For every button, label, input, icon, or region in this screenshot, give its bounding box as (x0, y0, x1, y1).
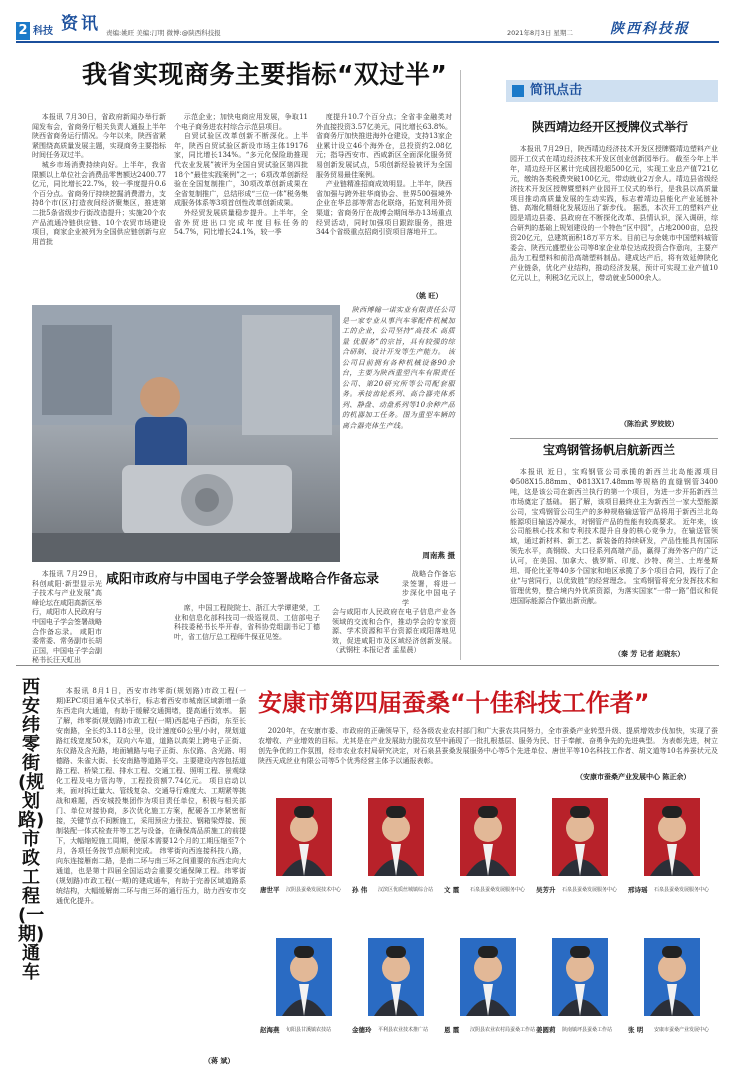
person-organization: 旬阳县甘溪镇农技站 (286, 1027, 332, 1033)
person-portrait (644, 798, 700, 876)
xianyang-right-text-a: 战略合作备忘录签署，将进一步深化中国电子学 (402, 570, 456, 607)
baoji-text: 本报讯 近日，宝鸡钢管公司承揽的新西兰北岛能源项目Φ508X15.88mm、Φ813X17.48mm等规格的直缝钢管3400吨，这是该公司在新西兰执行的第一个项目，为进一步开拓新西兰市场奠定了基础。 据了解，该项目最终业主为新西兰一家大型能源公司，宝鸡钢管公司生产的多种规格输送管产品将用于新西兰北岛能源项目输送冷凝水，对钢管产品的性能有较高要求。 近年来，该公司能核心技术和专利技术提升自身的核心竞争力，在输送管领域，通过新材料、新工艺、新装备的持续研发，产品性能具有国际领先水平，高钢级、大口径系列高端产品，赢得了海外客户的广泛认可，在美国、加拿大、俄罗斯、印度、沙特、荷兰、土库曼斯坦、哥伦比亚等40多个国家和地区承揽了多个项目合同，践行了企业“与营同行，以优致胜”的经营理念。 宝鸡钢管将充分发挥技术和管理优势，整合境内外优质资源，为落实国家“一带一路”倡议和促进国际能源合作做出新贡献。 (510, 468, 718, 605)
lead-col1-text: 本报讯 7月30日，省政府新闻办举行新闻发布会，省商务厅相关负责人通报上半年陕西省商务运行情况。今年以来，陕西省紧紧围绕高质量发展主题，实现商务主要指标时间任务双过半。 (32, 113, 166, 160)
lead-col2-text-b: 自贸试验区改革创新不断深化。上半年，陕西自贸试验区新设市场主体19176家，同比增长134%。“多元化保险助推现代农业发展”被评为全国自贸试验区第四批18个“最佳实践案例”之一；6项改革创新经验在全国复制推广，30项改革创新成果在全省复制推广，总结形成“三位一体”税务集成服务体系等3项首创性改革创新成果。 (174, 132, 308, 208)
person-name: 姜圆莉 (536, 1026, 556, 1034)
person-name: 吴芳升 (536, 886, 556, 894)
person-card (258, 928, 350, 1068)
person-name: 金德玲 (352, 1026, 372, 1034)
person-name: 恩 霞 (444, 1026, 460, 1034)
person-organization: 安康市蚕桑产业发展中心 (654, 1027, 710, 1033)
person-organization: 石泉县蚕桑发展服务中心 (470, 887, 526, 893)
weiling-byline: （蒋 斌） (204, 1056, 235, 1065)
issue-date: 2021年8月3日 星期二 (507, 29, 573, 37)
factory-photo-illustration (32, 305, 340, 562)
masthead-rule (16, 41, 719, 43)
person-card (534, 788, 626, 928)
ankang-byline: （安康市蚕桑产业发展中心 陈正余） (576, 772, 691, 781)
editor-credits: 责编:姚旺 美编:汀明 微博:@陕西科技报 (106, 29, 221, 37)
briefs-label: 简讯点击 (530, 83, 583, 98)
xianyang-headline: 咸阳市政府与中国电子学会签署战略合作备忘录 (106, 572, 380, 587)
person-portrait (368, 798, 424, 876)
person-card (442, 788, 534, 928)
person-portrait (460, 798, 516, 876)
weiling-text: 本报讯 8月1日，西安市纬零街(规划路)市政工程(一期)EPC项目通车仪式举行，标志着西安市城南区域新增一条东西走向大通道，有助于缓解交通拥堵，提高通行效率。 据了解，纬零街(规划路)市政工程(一期)西起电子西街，东至长安南路，全长约3.118公里，设计速度60公里/小时，规划道路红线宽度50米，双向六车道，道路以高架上跨电子正街、东仪路及含光路，地面辅路与电子正街、东仪路、含光路、明德路、朱雀大街、长安南路等道路平交。主要建设内容包括道路工程、桥梁工程、排水工程、交通工程、照明工程、景观绿化工程及电力管沟等，工程投资额7.74亿元。 项目启动以来，面对拆迁量大、管线复杂、交通导行难度大、工期紧等挑战和难题，西安城投集团作为项目责任单位，积极与相关部门、单位对接协商，多次优化施工方案，配硬各工序紧密衔接，关键节点不间断施工，采用预应力张拉、钢箱梁焊接、预制装配一体式检查井等工艺与设备，在确保高品质施工的前提下，大幅缩短施工周期，使原本需要12个月的工期压缩至7个月，各项任务按节点顺利完成。 纬零街向西连接科技八路，向东连接雁南二路，是南二环与南三环之间重要的东西走向大通道，也是第十四届全国运动会重要交通保障工程。纬零街(规划路)市政工程(一期)的建成通车，有助于完善区域道路系统结构，大幅缓解南二环与南三环的通行压力，助力西安市交通优化提升。 (56, 687, 246, 905)
person-name: 孙 伟 (352, 886, 368, 894)
person-name: 赵海燕 (260, 1026, 280, 1034)
person-card (350, 928, 442, 1068)
person-portrait (552, 938, 608, 1016)
right-column-divider (460, 70, 461, 660)
ankang-intro-text: 2020年，在安康市委、市政府的正确领导下，经各级农业农村部门和广大蚕农共同努力，全市蚕桑产业转型升级、提质增效步伐加快，实现了蚕农增收、产业增效的目标。尤其是在产业发展助力脱贫攻坚中涌现了一批扎根基层、服务为民、甘于奉献、奋勇争先的先进典型。 为表彰先进，树立创先争优的工作氛围，经市农业农村局研究决定，对石泉县蚕桑发展服务中心等5个先进单位、唐世平等10名科技工作者、胡文道等10名养蚕状元及陕西天成丝业有限公司等5个优秀经营主体予以通报表彰。 (258, 727, 718, 765)
baoji-body (510, 468, 718, 650)
person-organization: 汉阴县蚕桑发展技术中心 (286, 887, 342, 893)
lead-headline: 我省实现商务主要指标“双过半” (82, 60, 448, 89)
briefs-label-box (506, 80, 718, 102)
xianyang-left-col (32, 570, 102, 665)
ankang-people-grid (258, 788, 718, 1070)
person-portrait (276, 938, 332, 1016)
jingbian-text: 本报讯 7月29日，陕西靖边经济技术开发区授牌暨靖边塑料产业园开工仪式在靖边经济技术开发区创业创新园举行。 截至今年上半年，靖边经开区累计完成固投超500亿元，实现工业总产值721亿元，缴纳各类税费突破100亿元，带动就业2万余人。靖边县省级经济技术开发区授牌暨塑料产业园开工仪式的举行，是我县以高质量项目推动高质量发展的生动实践，标志着靖边县能化产业延链补链、高端化精细化发展迈出了新步伐。 据悉，本次开工的塑料产业园是靖边县委、县政府在不断探化改革、县情认识，深入调研，综合研判的基础上规划建设的一个特色“区中园”，占地2000亩，总投资20亿元，总建筑面积18万平方米。目前已与余姚市中国塑料城管委会、陕西元盛塑业公司等8家企业单位达成投资合作意向，主要产品为工程塑料和前沿高端塑料制品。建成达产后，将有效延伸陕化产业链条，优化产业结构，推动经济发展，预计可实现工业产值10亿元以上，利税3亿元以上，带动就业5000余人。 (510, 145, 718, 282)
xianyang-right-text-b: 会与咸阳市人民政府在电子信息产业各领域的交流和合作，推动学会的专家资源、学术资源和平台资源在咸阳落地见效，促进咸阳市及区域经济创新发展。（武钢柱 本报记者 孟星晨） (332, 608, 456, 655)
baoji-headline: 宝鸡钢管扬帆启航新西兰 (543, 443, 676, 457)
person-card (350, 788, 442, 928)
person-portrait (460, 938, 516, 1016)
person-organization: 汉滨区优质丝城镇综合站 (378, 887, 434, 893)
lead-column-1 (32, 113, 166, 299)
photo-caption-box (342, 305, 455, 567)
person-name: 唐世平 (260, 886, 280, 894)
xianyang-mid-text: 席，中国工程院院士、浙江大学谭建荣，工业和信息化部科技司一级巡视员、工信部电子科技委秘书长毕开春，省科协党组副书记丁德叶，省工信厅总工程师牛保亚见签。 (174, 604, 320, 641)
person-organization: 石泉县蚕桑发展服务中心 (562, 887, 618, 893)
lead-col2-text-c: 外经贸发展质量稳步提升。上半年，全省外贸进出口完成年度目标任务的54.7%，同比增长24.1%，较一季 (174, 208, 308, 237)
briefs-separator (510, 438, 718, 439)
xianyang-left-text: 本报讯 7月29日，科创咸阳·新型显示光子技术与产业发展”高峰论坛在咸阳高新区举行，咸阳市人民政府与中国电子学会签署战略合作备忘录。 咸阳市委常委、常务副市长胡正国，中国电子学会副秘书长汪天虹出 (32, 570, 102, 665)
lead-column-2 (174, 113, 308, 299)
person-card (534, 928, 626, 1068)
lead-col1-subtext: 城乡市场消费持续向好。上半年，我省限额以上单位社会消费品零售额达2400.77亿元，同比增长22.7%，较一季度提升0.6个百分点。省商务厅持续挖掘消费潜力，支持8个市(区)打造夜间经济聚集区，推进第二批5条省级步行街改造提升；实施20个农产品流通冷链供应链、10个农贸市场建设项目，商家企业被列为全国供应链创新与应用首批 (32, 160, 166, 246)
briefs-label-icon (512, 85, 524, 97)
lead-col3-text: 度提升10.7个百分点；全省非金融类对外直接投资3.57亿美元，同比增长63.8%。省商务厅加快推进海外仓建设，支持13家企业累计设立46个海外仓，总投资约2.08亿元；指导西安市、西咸新区全面深化服务贸易创新发展试点，5项创新经验被评为全国服务贸易最佳案例。 (316, 113, 452, 179)
person-organization: 石泉县蚕桑发展服务中心 (654, 887, 710, 893)
ankang-headline: 安康市第四届蚕桑“十佳科技工作者” (258, 689, 650, 717)
person-card (258, 788, 350, 928)
jingbian-byline: （陈治武 罗姣姣） (620, 419, 679, 428)
section-label: 科技 (33, 26, 53, 37)
person-name: 张 明 (628, 1026, 644, 1034)
person-card (626, 928, 718, 1068)
lead-column-3 (316, 113, 452, 299)
xianyang-right-a (402, 570, 456, 610)
person-organization: 汉阴县农业农村局蚕桑工作站 (470, 1027, 536, 1033)
lead-col2-text: 示范企业；加快电商应用发展，争取11个电子商务进农村综合示范县项目。 (174, 113, 308, 131)
person-name: 文 霞 (444, 886, 460, 894)
person-portrait (644, 938, 700, 1016)
ankang-intro (258, 726, 718, 772)
page-number: 2 (18, 23, 28, 38)
masthead (0, 0, 735, 42)
person-name: 邢诗瑶 (628, 886, 648, 894)
person-organization: 平利县农业技术推广站 (378, 1027, 429, 1033)
lead-col3-text-b: 产业链精准招商成效明显。上半年，陕西省加强与跨外驻华商协会、世界500强境外企业在华总部等常态化联络，拓宽利用外资渠道；省商务厅在战博会期间举办13场重点经贸活动，同时加强项目跟踪服务，推进344个省级重点招商引资项目落地开工。 (316, 180, 452, 237)
page-number-badge (16, 22, 30, 40)
baoji-byline: （秦 芳 记者 赵晓东） (614, 649, 685, 658)
photo-caption: 陕西博翰一诺实业有限责任公司是一家专业从事汽车零配件机械加工的企业，公司坚持“高技术 高质量 优服务”的宗旨，具有较强的综合研制、设计开发等生产能力。 该公司目前拥有各种机械设备90余台，主要为陕西重型汽车有限责任公司、第20研究所等公司配套服务。承接齿轮系列、高合器壳体系列、静盘、动盘系列等10余种产品的机器加工任务。图为重型车辆的离合器壳体生产线。 (342, 306, 455, 430)
person-portrait (368, 938, 424, 1016)
person-card (442, 928, 534, 1068)
person-card (626, 788, 718, 928)
person-organization: 陕南镇坪县蚕桑工作站 (562, 1027, 613, 1033)
xianyang-right-col (332, 608, 456, 658)
section-title: 资讯 (61, 14, 101, 34)
weiling-vertical-title: 西安纬零街(规划路)市政工程(一期)通车 (18, 677, 45, 983)
weiling-body (56, 686, 246, 1056)
factory-photo (32, 305, 340, 562)
xianyang-mid-col (174, 604, 320, 658)
jingbian-body (510, 145, 718, 421)
person-portrait (552, 798, 608, 876)
photo-byline: 周南燕 摄 (422, 551, 455, 560)
newspaper-name: 陕西科技报 (610, 21, 690, 37)
lower-section-rule (16, 665, 719, 666)
jingbian-headline: 陕西靖边经开区授牌仪式举行 (532, 120, 689, 134)
person-portrait (276, 798, 332, 876)
lead-byline: （姚 旺） (412, 291, 443, 300)
